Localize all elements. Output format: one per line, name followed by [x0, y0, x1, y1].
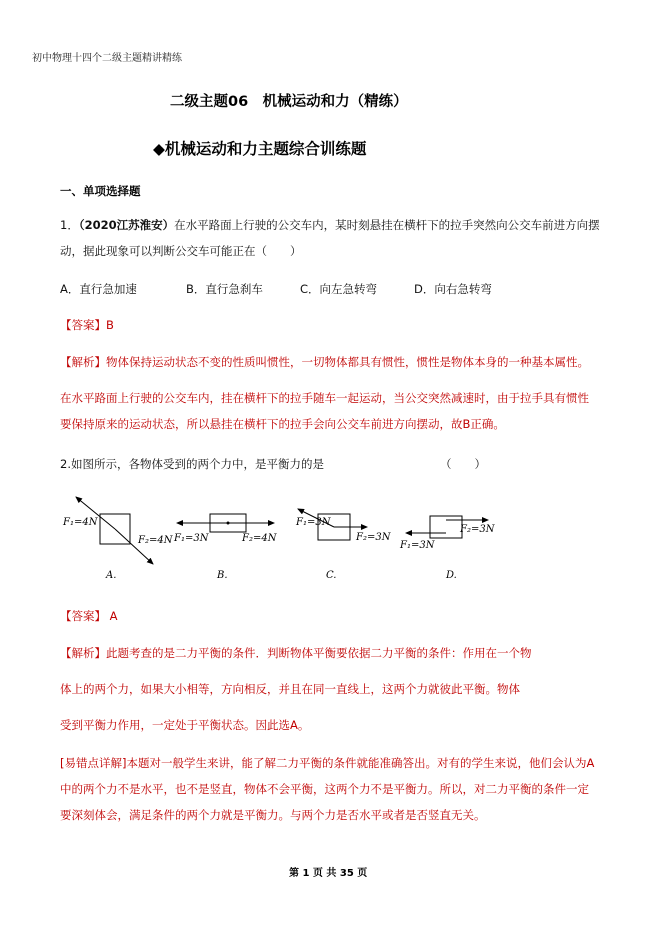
q1-option-b: B．直行急刹车: [186, 282, 263, 296]
page-footer: 第 1 页 共 35 页: [289, 868, 368, 879]
q1-option-a: A．直行急加速: [60, 282, 137, 296]
figure-d-block: [430, 516, 462, 538]
figure-b: [173, 514, 278, 581]
q2-answer-paren: （ ）: [440, 457, 486, 471]
page-title: 二级主题06 机械运动和力（精练）: [170, 94, 408, 110]
q2-analysis-line2: 体上的两个力，如果大小相等，方向相反，并且在同一直线上，这两个力就彼此平衡。物体: [60, 682, 520, 696]
figure-b-f1-label: F₁=3N: [174, 533, 209, 544]
q2-error-note-line3: 要深刻体会，满足条件的两个力就是平衡力。与两个力是否水平或者是否竖直无关。: [60, 808, 486, 822]
figure-a-f1-label: F₁=4N: [63, 517, 98, 528]
running-header: 初中物理十四个二级主题精讲精练: [32, 53, 182, 64]
q2-analysis-line3: 受到平衡力作用，一定处于平衡状态。因此选A。: [60, 718, 310, 732]
figure-d-f1-label: F₁=3N: [400, 540, 435, 551]
figure-d: [399, 516, 496, 581]
q1-stem-text: 在水平路面上行驶的公交车内，某时刻悬挂在横杆下的拉手突然向公交车前进方向摆: [174, 218, 600, 232]
q1-answer: 【答案】B: [60, 318, 114, 332]
q2-error-note-line1: [易错点详解]本题对一般学生来讲，能了解二力平衡的条件就能准确答出。对有的学生来说，他们会认为A: [60, 756, 595, 770]
figure-a-f2-label: F₂=4N: [138, 535, 173, 546]
figure-c-letter: C.: [326, 570, 337, 581]
q1-stem-line2: 动，据此现象可以判断公交车可能正在（ ）: [60, 244, 302, 258]
q1-options: [60, 281, 600, 297]
q1-option-d: D．向右急转弯: [414, 282, 492, 296]
figure-d-letter: D.: [446, 570, 457, 581]
figure-a: [62, 497, 174, 581]
figure-d-f2-label: F₂=3N: [460, 524, 495, 535]
q1-stem-line1: [60, 217, 600, 233]
q1-number: 1．: [60, 218, 79, 232]
section-heading: 一、单项选择题: [60, 184, 141, 198]
figure-a-letter: A.: [106, 570, 117, 581]
q2-analysis-line1: 【解析】此题考查的是二力平衡的条件．判断物体平衡要依据二力平衡的条件：作用在一个物: [60, 646, 532, 660]
q1-analysis-line2: 在水平路面上行驶的公交车内，挂在横杆下的拉手随车一起运动，当公交突然减速时，由于拉手具有惯性: [60, 391, 589, 405]
figure-c-f1-label: F₁=3N: [296, 517, 331, 528]
figure-c-f2-label: F₂=3N: [356, 532, 391, 543]
q1-source: （2020江苏淮安）: [78, 218, 175, 232]
q2-stem: 2.如图所示，各物体受到的两个力中，是平衡力的是: [60, 457, 324, 471]
q1-option-c: C．向左急转弯: [300, 282, 378, 296]
page-subtitle: ◆机械运动和力主题综合训练题: [153, 140, 367, 158]
q1-analysis-line1: 【解析】物体保持运动状态不变的性质叫惯性，一切物体都具有惯性，惯性是物体本身的一种基本属性。: [60, 355, 589, 369]
q2-error-note-line2: 中的两个力不是水平，也不是竖直，物体不会平衡，这两个力不是平衡力。所以，对二力平衡的条件一定: [60, 782, 589, 796]
figure-c: [295, 509, 392, 581]
force-diagram-figure: [60, 492, 510, 592]
figure-b-letter: B.: [217, 570, 228, 581]
q1-analysis-line3: 要保持原来的运动状态，所以悬挂在横杆下的拉手会向公交车前进方向摆动，故B正确。: [60, 417, 505, 431]
figure-b-f2-label: F₂=4N: [242, 533, 277, 544]
q2-answer: 【答案】 A: [60, 609, 118, 623]
